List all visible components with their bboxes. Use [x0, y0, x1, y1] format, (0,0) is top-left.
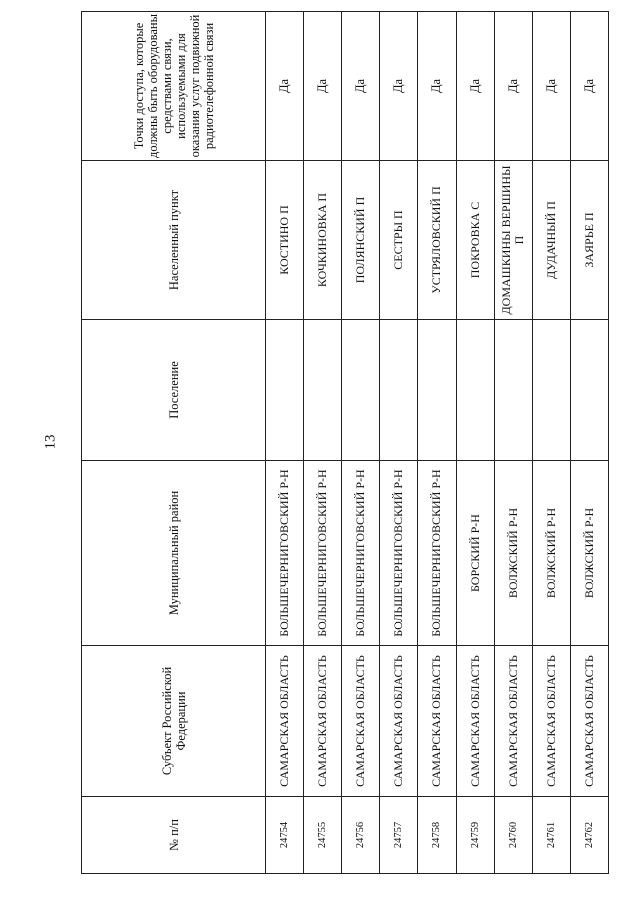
cell-locality: ПОКРОВКА С — [456, 161, 494, 320]
cell-settlement — [418, 320, 456, 461]
cell-access: Да — [342, 12, 380, 161]
header-subject: Субъект Российской Федерации — [82, 646, 266, 797]
cell-locality: УСТРЯЛОВСКИЙ П — [418, 161, 456, 320]
cell-subject: САМАРСКАЯ ОБЛАСТЬ — [418, 646, 456, 797]
table-row — [266, 12, 304, 874]
table-row — [456, 12, 494, 874]
cell-subject: САМАРСКАЯ ОБЛАСТЬ — [494, 646, 532, 797]
cell-access: Да — [494, 12, 532, 161]
cell-num: 24758 — [418, 797, 456, 874]
cell-subject: САМАРСКАЯ ОБЛАСТЬ — [456, 646, 494, 797]
cell-access: Да — [570, 12, 608, 161]
cell-settlement — [494, 320, 532, 461]
cell-district: БОРСКИЙ Р-Н — [456, 461, 494, 646]
cell-access: Да — [380, 12, 418, 161]
table-row — [342, 12, 380, 874]
cell-locality: КОЧКИНОВКА П — [304, 161, 342, 320]
cell-locality: ЗАЯРЬЕ П — [570, 161, 608, 320]
cell-num: 24761 — [532, 797, 570, 874]
cell-district: БОЛЬШЕЧЕРНИГОВСКИЙ Р-Н — [380, 461, 418, 646]
cell-subject: САМАРСКАЯ ОБЛАСТЬ — [380, 646, 418, 797]
cell-num: 24762 — [570, 797, 608, 874]
header-access-points: Точки доступа, которые должны быть оборудованы средствами связи, используемыми для оказания услуг подвижной радиотелефонной связи — [82, 12, 266, 161]
cell-district: БОЛЬШЕЧЕРНИГОВСКИЙ Р-Н — [266, 461, 304, 646]
cell-settlement — [304, 320, 342, 461]
cell-settlement — [570, 320, 608, 461]
header-num: № п/п — [82, 797, 266, 874]
cell-subject: САМАРСКАЯ ОБЛАСТЬ — [342, 646, 380, 797]
cell-settlement — [456, 320, 494, 461]
cell-access: Да — [456, 12, 494, 161]
table-row — [304, 12, 342, 874]
cell-access: Да — [266, 12, 304, 161]
cell-access: Да — [304, 12, 342, 161]
table-row — [570, 12, 608, 874]
table-row — [494, 12, 532, 874]
cell-district: БОЛЬШЕЧЕРНИГОВСКИЙ Р-Н — [304, 461, 342, 646]
cell-locality: СЕСТРЫ П — [380, 161, 418, 320]
cell-num: 24760 — [494, 797, 532, 874]
cell-access: Да — [532, 12, 570, 161]
cell-district: ВОЛЖСКИЙ Р-Н — [570, 461, 608, 646]
cell-subject: САМАРСКАЯ ОБЛАСТЬ — [570, 646, 608, 797]
cell-num: 24754 — [266, 797, 304, 874]
rotated-table-container — [81, 14, 609, 874]
header-district: Муниципальный район — [82, 461, 266, 646]
page-number — [40, 428, 60, 456]
cell-num: 24757 — [380, 797, 418, 874]
cell-settlement — [266, 320, 304, 461]
cell-num: 24756 — [342, 797, 380, 874]
page-number-text: 13 — [42, 434, 58, 450]
cell-settlement — [532, 320, 570, 461]
table-header-row — [82, 12, 266, 874]
localities-table — [81, 11, 609, 874]
cell-locality: ПОЛЯНСКИЙ П — [342, 161, 380, 320]
cell-district: ВОЛЖСКИЙ Р-Н — [494, 461, 532, 646]
table-row — [418, 12, 456, 874]
cell-settlement — [342, 320, 380, 461]
cell-access: Да — [418, 12, 456, 161]
cell-locality: ДУДАЧНЫЙ П — [532, 161, 570, 320]
cell-num: 24755 — [304, 797, 342, 874]
cell-district: БОЛЬШЕЧЕРНИГОВСКИЙ Р-Н — [418, 461, 456, 646]
cell-settlement — [380, 320, 418, 461]
cell-locality: ДОМАШКИНЫ ВЕРШИНЫ П — [494, 161, 532, 320]
cell-district: ВОЛЖСКИЙ Р-Н — [532, 461, 570, 646]
cell-subject: САМАРСКАЯ ОБЛАСТЬ — [304, 646, 342, 797]
header-settlement: Поселение — [82, 320, 266, 461]
table-row — [380, 12, 418, 874]
cell-subject: САМАРСКАЯ ОБЛАСТЬ — [532, 646, 570, 797]
cell-num: 24759 — [456, 797, 494, 874]
header-locality: Населенный пункт — [82, 161, 266, 320]
cell-locality: КОСТИНО П — [266, 161, 304, 320]
cell-district: БОЛЬШЕЧЕРНИГОВСКИЙ Р-Н — [342, 461, 380, 646]
cell-subject: САМАРСКАЯ ОБЛАСТЬ — [266, 646, 304, 797]
table-row — [532, 12, 570, 874]
